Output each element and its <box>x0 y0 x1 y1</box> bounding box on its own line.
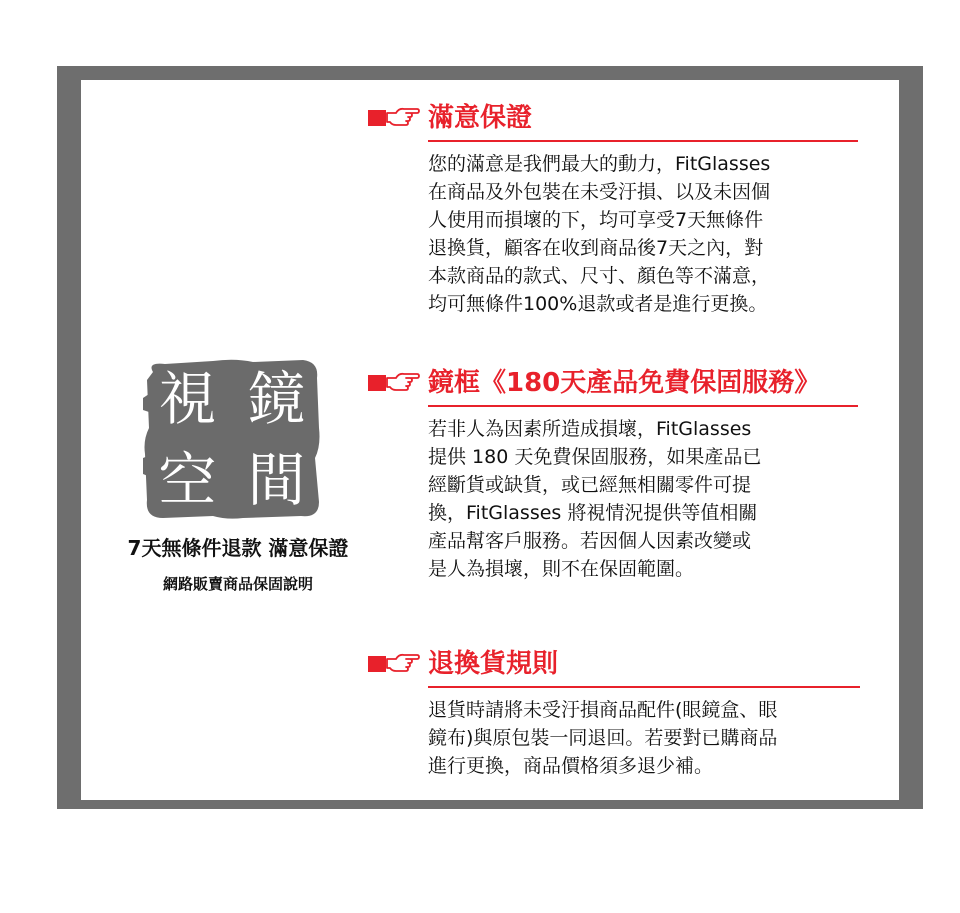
seal-char-1: 視 <box>158 364 217 433</box>
section-body <box>428 696 777 780</box>
heading-divider <box>428 140 858 142</box>
section-title: 滿意保證 <box>428 103 533 133</box>
section-title: 鏡框《180天產品免費保固服務》 <box>428 368 821 398</box>
seal-char-4: 間 <box>247 445 306 514</box>
body-line: 產品幫客戶服務。若因個人因素改變或 <box>428 530 752 552</box>
heading-divider <box>428 405 858 407</box>
body-line: 提供 180 天免費保固服務，如果產品已 <box>428 446 762 468</box>
seal-char-3: 空 <box>158 445 217 514</box>
body-line: 退換貨，顧客在收到商品後7天之內，對 <box>428 237 764 259</box>
body-line: 鏡布)與原包裝一同退回。若要對已購商品 <box>428 727 778 749</box>
body-line: 經斷貨或缺貨，或已經無相關零件可提 <box>428 474 752 496</box>
pointing-hand-icon <box>386 371 420 395</box>
red-square-bullet-icon <box>368 656 386 672</box>
section-header <box>368 96 770 142</box>
section-return-rules <box>368 642 777 780</box>
body-line: 進行更換，商品價格須多退少補。 <box>428 755 714 777</box>
body-line: 本款商品的款式、尺寸、顏色等不滿意， <box>428 265 771 287</box>
warranty-subtitle: 網路販賣商品保固說明 <box>162 575 313 593</box>
body-line: 若非人為因素所造成損壞，FitGlasses <box>428 418 752 440</box>
heading-divider <box>428 686 860 688</box>
brand-seal-logo <box>143 358 321 520</box>
body-line: 您的滿意是我們最大的動力，FitGlasses <box>428 153 771 175</box>
section-header <box>368 642 777 688</box>
body-line: 退貨時請將未受汙損商品配件(眼鏡盒、眼 <box>428 699 778 721</box>
seal-char-2: 鏡 <box>247 364 306 433</box>
body-line: 均可無條件100%退款或者是進行更換。 <box>428 293 768 315</box>
pointing-hand-icon <box>386 652 420 676</box>
red-square-bullet-icon <box>368 375 386 391</box>
body-line: 人使用而損壞的下，均可享受7天無條件 <box>428 209 764 231</box>
body-line: 換，FitGlasses 將視情況提供等值相關 <box>428 502 758 524</box>
body-line: 在商品及外包裝在未受汙損、以及未因個 <box>428 181 771 203</box>
section-header <box>368 361 821 407</box>
section-satisfaction <box>368 96 770 318</box>
section-body <box>428 150 770 318</box>
section-body <box>428 415 761 583</box>
section-title: 退換貨規則 <box>428 649 559 679</box>
pointing-hand-icon <box>386 106 420 130</box>
section-frame-warranty <box>368 361 821 583</box>
refund-guarantee-title: 7天無條件退款 滿意保證 <box>127 536 349 560</box>
body-line: 是人為損壞，則不在保固範圍。 <box>428 558 695 580</box>
red-square-bullet-icon <box>368 110 386 126</box>
